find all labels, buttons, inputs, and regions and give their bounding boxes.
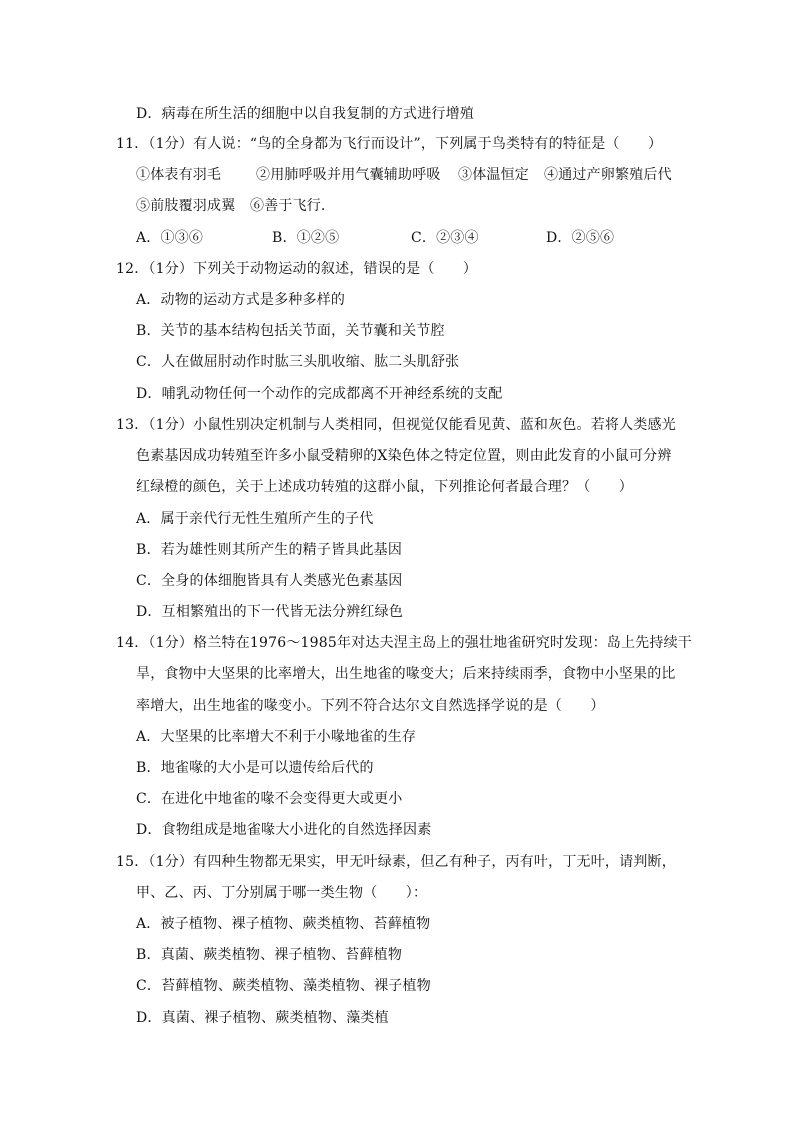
q13-option-b: B．若为雄性则其所产生的精子皆具此基因 — [136, 542, 403, 558]
q13-option-c: C．全身的体细胞皆具有人类感光色素基因 — [136, 573, 403, 589]
q13-stem-line-1: 13．（1分）小鼠性别决定机制与人类相同，但视觉仅能看见黄、蓝和灰色。若将人类感光 — [116, 417, 676, 433]
q11-feature-3: ③体温恒定 — [458, 167, 529, 183]
q14-stem-line-1: 14．（1分）格兰特在1976～1985年对达夫涅主岛上的强壮地雀研究时发现：岛上先持续干 — [116, 635, 692, 651]
q14-option-d: D．食物组成是地雀喙大小进化的自然选择因素 — [136, 822, 432, 838]
q15-option-b: B．真菌、蕨类植物、裸子植物、苔藓植物 — [136, 947, 403, 963]
q13-option-a: A．属于亲代行无性生殖所产生的子代 — [136, 511, 374, 527]
q12-option-c: C．人在做屈肘动作时肱三头肌收缩、肱二头肌舒张 — [136, 354, 460, 370]
q13-stem-line-3: 红绿橙的颜色，关于上述成功转殖的这群小鼠，下列推论何者最合理？（ ） — [136, 479, 633, 495]
q15-stem-line-1: 15．（1分）有四种生物都无果实，甲无叶绿素，但乙有种子，丙有叶，丁无叶，请判断， — [116, 854, 676, 870]
q11-option-a: A．①③⑥ — [136, 230, 204, 246]
q15-stem-line-2: 甲、乙、丙、丁分别属于哪一类生物（ ）： — [136, 885, 428, 901]
q11-feature-6: ⑥善于飞行． — [250, 198, 336, 214]
q15-option-a: A．被子植物、裸子植物、蕨类植物、苔藓植物 — [136, 916, 431, 932]
q11-option-d: D．②⑤⑥ — [546, 230, 615, 246]
q11-option-c: C．②③④ — [411, 230, 479, 246]
q14-option-b: B．地雀喙的大小是可以遗传给后代的 — [136, 760, 374, 776]
q11-feature-5: ⑤前肢覆羽成翼 — [136, 198, 236, 214]
q15-option-d: D．真菌、裸子植物、蕨类植物、藻类植 — [136, 1010, 389, 1026]
q13-stem-line-2: 色素基因成功转殖至许多小鼠受精卵的X染色体之特定位置，则由此发育的小鼠可分辨 — [136, 448, 672, 464]
q12-option-d: D．哺乳动物任何一个动作的完成都离不开神经系统的支配 — [136, 386, 503, 402]
q14-stem-line-2: 旱，食物中大坚果的比率增大，出生地雀的喙变大；后来持续雨季，食物中小坚果的比 — [136, 666, 676, 682]
q14-option-a: A．大坚果的比率增大不利于小喙地雀的生存 — [136, 729, 417, 745]
q15-option-c: C．苔藓植物、蕨类植物、藻类植物、裸子植物 — [136, 978, 431, 994]
q11-option-b: B．①②⑤ — [272, 230, 340, 246]
q14-stem-line-3: 率增大，出生地雀的喙变小。下列不符合达尔文自然选择学说的是（ ） — [136, 698, 605, 714]
q11-feature-1: ①体表有羽毛 — [136, 167, 222, 183]
q14-option-c: C．在进化中地雀的喙不会变得更大或更小 — [136, 791, 403, 807]
q12-option-b: B．关节的基本结构包括关节面，关节囊和关节腔 — [136, 323, 445, 339]
q12-option-a: A．动物的运动方式是多种多样的 — [136, 292, 346, 308]
q11-feature-4: ④通过产卵繁殖后代 — [544, 167, 672, 183]
q13-option-d: D．互相繁殖出的下一代皆无法分辨红绿色 — [136, 604, 404, 620]
q11-feature-2: ②用肺呼吸并用气囊辅助呼吸 — [256, 167, 441, 183]
q11-stem: 11．（1分）有人说：“鸟的全身都为飞行而设计”，下列属于鸟类特有的特征是（ ） — [116, 136, 663, 152]
q12-stem: 12．（1分）下列关于动物运动的叙述，错误的是（ ） — [116, 261, 478, 277]
q10-option-d: D．病毒在所生活的细胞中以自我复制的方式进行增殖 — [136, 106, 475, 122]
